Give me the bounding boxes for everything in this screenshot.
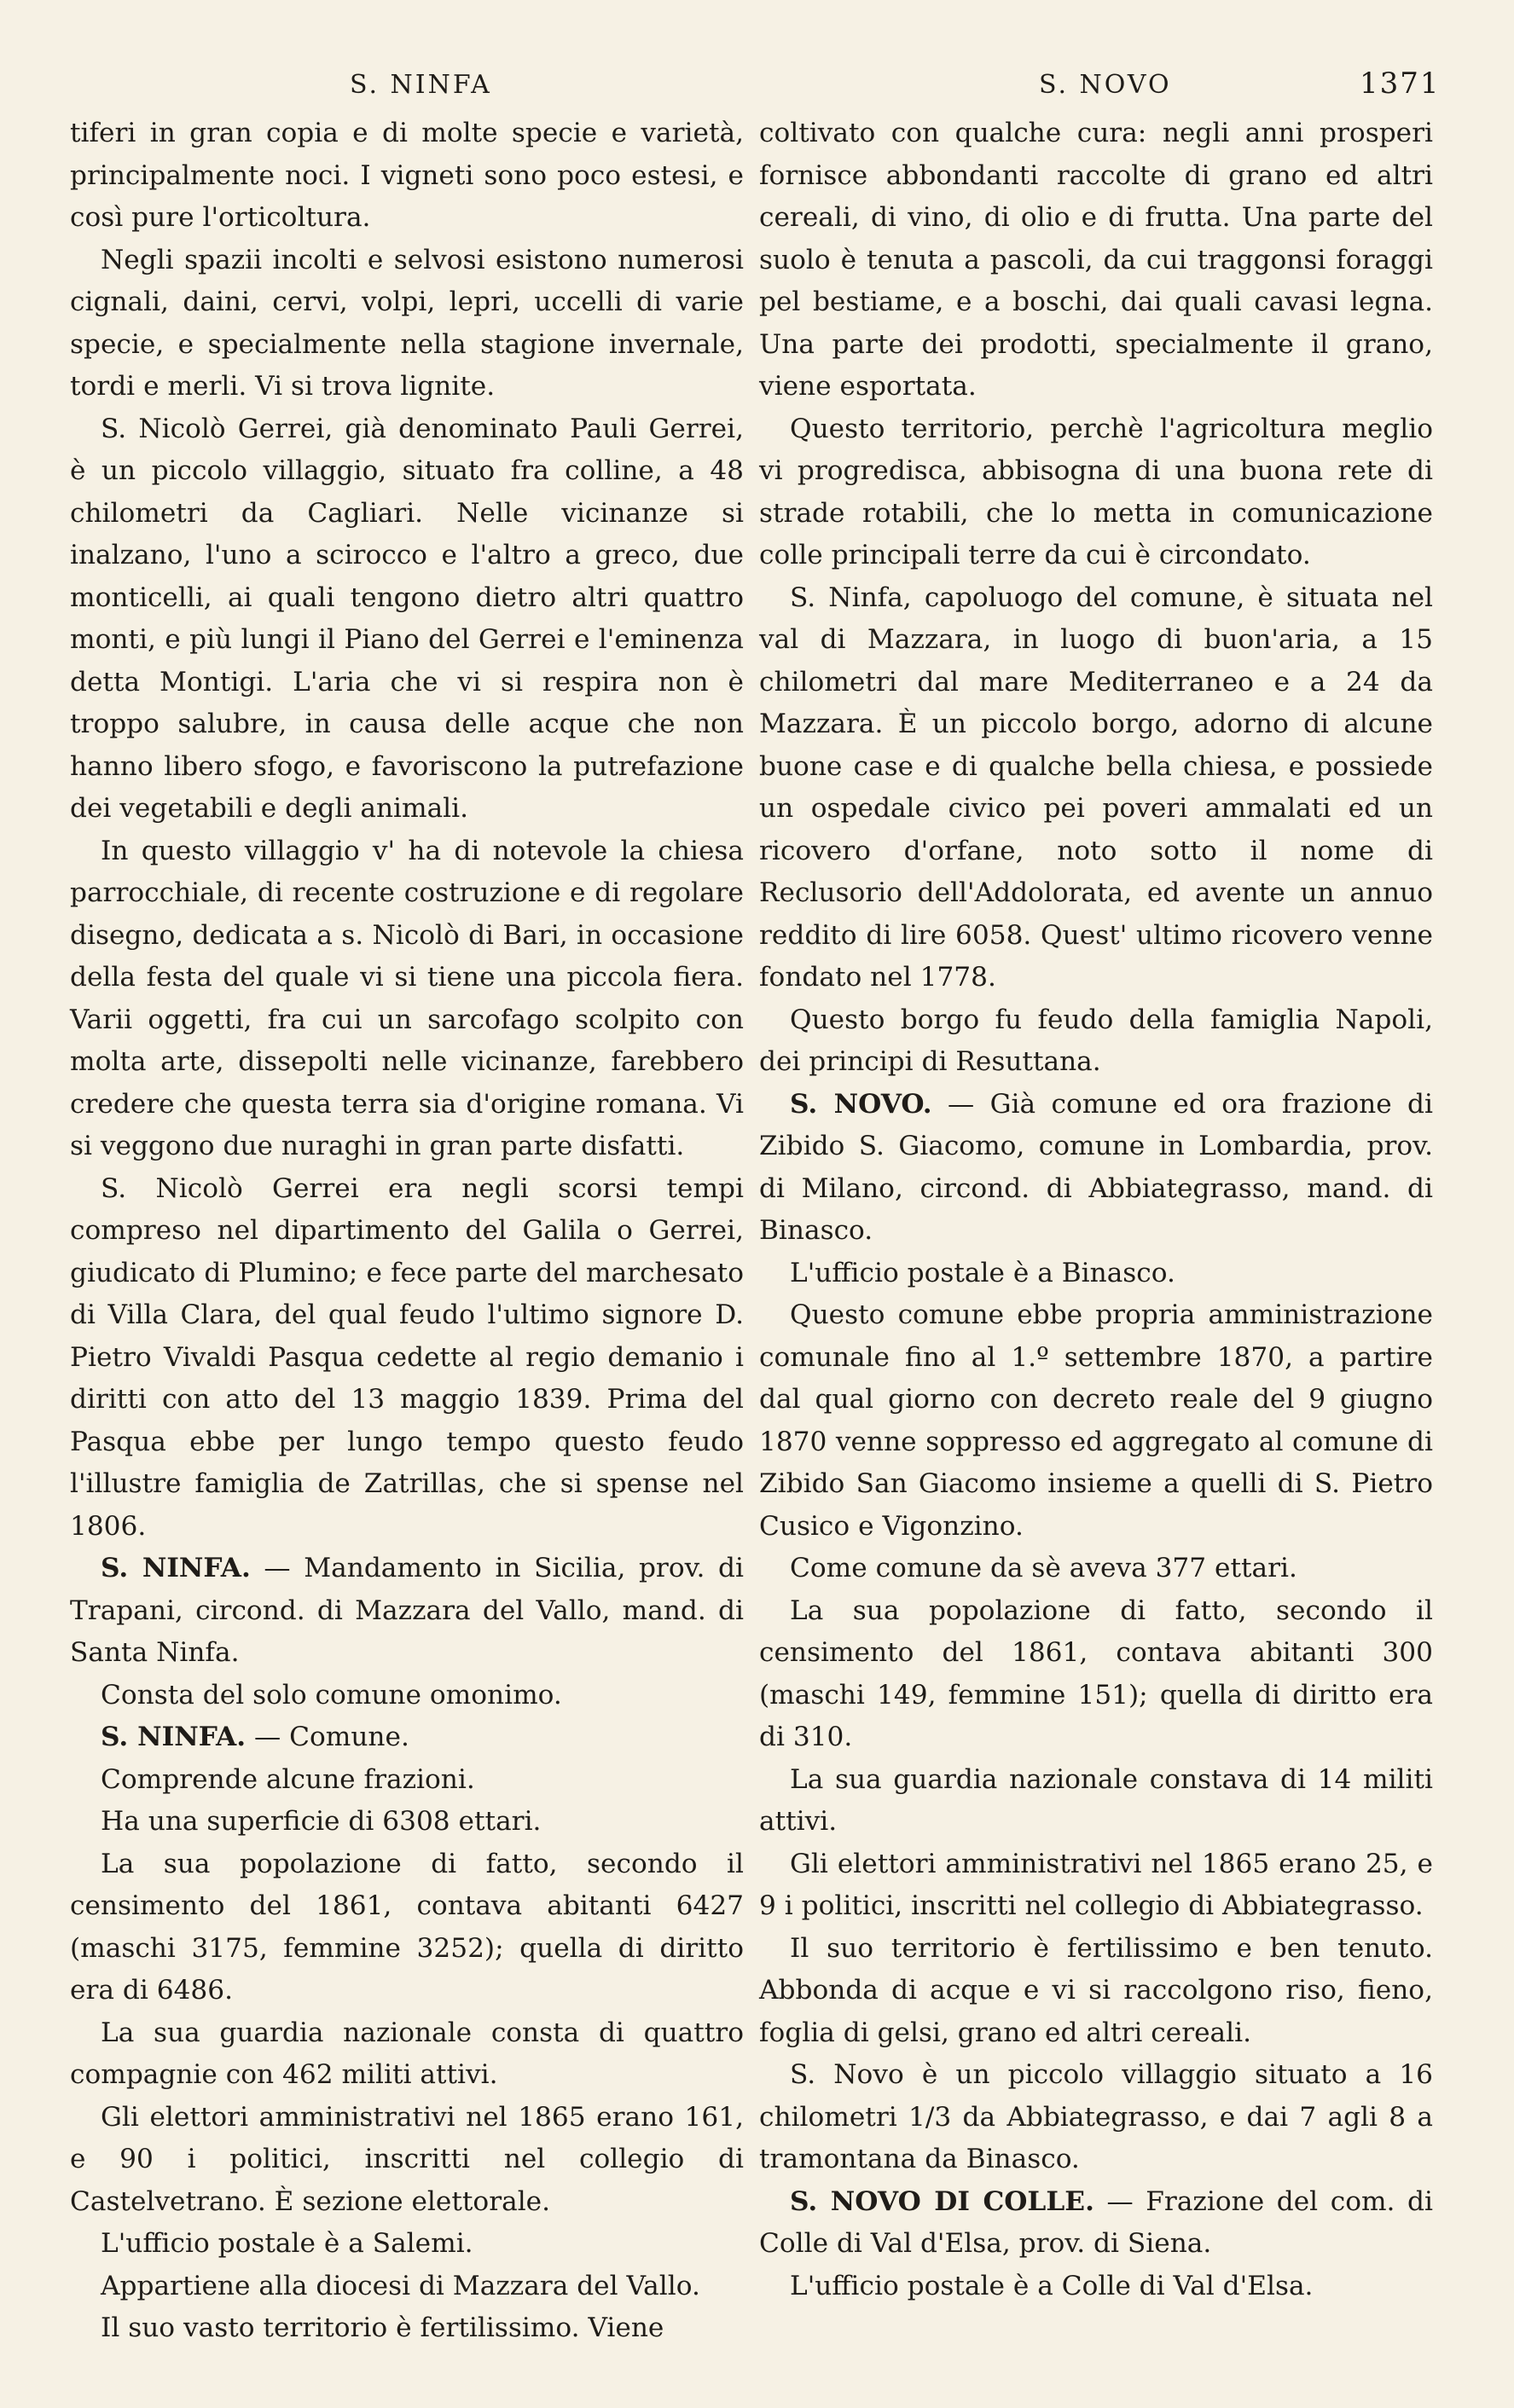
paragraph-continuation: tiferi in gran copia e di molte specie e varietà, principalmente noci. I vigneti sono poco estesi, e così pure l'orticoltura.: [70, 118, 744, 233]
paragraph: L'ufficio postale è a Colle di Val d'Elsa.: [790, 2270, 1314, 2301]
entry-title: S. NOVO.: [790, 1088, 932, 1120]
paragraph: Negli spazii incolti e selvosi esistono numerosi cignali, daini, cervi, volpi, lepri, uccelli di varie specie, e specialmente nella stagione invernale, tordi e merli. Vi si trova lignite.: [70, 244, 744, 402]
paragraph: La sua popolazione di fatto, secondo il censimento del 1861, contava abitanti 300 (maschi 149, femmine 151); quella di diritto era di 310.: [759, 1595, 1433, 1752]
paragraph-continuation: coltivato con qualche cura: negli anni prosperi fornisce abbondanti raccolte di grano ed altri cereali, di vino, di olio e di frutta. Una parte del suolo è tenuta a pascoli, da cui traggonsi foraggi pel bestiame, e a boschi, dai quali cavasi legna. Una parte dei prodotti, specialmente il grano, viene esportata.: [759, 118, 1433, 402]
paragraph: S. Novo è un piccolo villaggio situato a 16 chilometri 1/3 da Abbiategrasso, e dai 7 agli 8 a tramontana da Binasco.: [759, 2059, 1433, 2174]
paragraph: La sua popolazione di fatto, secondo il censimento del 1861, contava abitanti 6427 (maschi 3175, femmine 3252); quella di diritto era di 6486.: [70, 1848, 744, 2006]
paragraph: La sua guardia nazionale consta di quattro compagnie con 462 militi attivi.: [70, 2017, 744, 2090]
entry-text: — Comune.: [246, 1722, 409, 1752]
running-head-left: S. NINFA: [350, 70, 492, 100]
paragraph: Questo territorio, perchè l'agricoltura meglio vi progredisca, abbisogna di una buona rete di strade rotabili, che lo metta in comunicazione colle principali terre da cui è circondato.: [759, 413, 1433, 570]
paragraph: S. Nicolò Gerrei era negli scorsi tempi compreso nel dipartimento del Galila o Gerrei, giudicato di Plumino; e fece parte del marchesato di Villa Clara, del qual feudo l'ultimo signore D. Pietro Vivaldi Pasqua cedette al regio demanio i diritti con atto del 13 maggio 1839. Prima del Pasqua ebbe per lungo tempo questo feudo l'illustre famiglia de Zatrillas, che si spense nel 1806.: [70, 1172, 744, 1542]
paragraph: L'ufficio postale è a Salemi.: [101, 2228, 473, 2259]
gazetteer-entry: [70, 1716, 744, 1759]
paragraph: Gli elettori amministrativi nel 1865 erano 25, e 9 i politici, inscritti nel collegio di Abbiategrasso.: [759, 1848, 1433, 1921]
paragraph: Ha una superficie di 6308 ettari.: [101, 1806, 542, 1837]
paragraph: Comprende alcune frazioni.: [101, 1763, 475, 1795]
paragraph: L'ufficio postale è a Binasco.: [790, 1257, 1175, 1288]
paragraph: Consta del solo comune omonimo.: [101, 1679, 562, 1710]
paragraph: Appartiene alla diocesi di Mazzara del Vallo.: [101, 2270, 700, 2301]
entry-title: S. NINFA.: [101, 1553, 251, 1583]
paragraph: S. Ninfa, capoluogo del comune, è situata nel val di Mazzara, in luogo di buon'aria, a 15 chilometri dal mare Mediterraneo e a 24 da Mazzara. È un piccolo borgo, adorno di alcune buone case e di qualche bella chiesa, e possiede un ospedale civico pei poveri ammalati ed un ricovero d'orfane, noto sotto il nome di Reclusorio dell'Addolorata, ed avente un annuo reddito di lire 6058. Quest' ultimo ricovero venne fondato nel 1778.: [759, 582, 1433, 993]
entry-text: — Frazione del com. di Colle di Val d'Elsa, prov. di Siena.: [759, 2185, 1433, 2259]
page-number: 1371: [1360, 67, 1441, 101]
gazetteer-entry: [70, 1548, 744, 1675]
paragraph: In questo villaggio v' ha di notevole la chiesa parrocchiale, di recente costruzione e di regolare disegno, dedicata a s. Nicolò di Bari, in occasione della festa del quale vi si tiene una piccola fiera. Varii oggetti, fra cui un sarcofago scolpito con molta arte, dissepolti nelle vicinanze, farebbero credere che questa terra sia d'origine romana. Vi si veggono due nuraghi in gran parte disfatti.: [70, 835, 744, 1161]
paragraph: Il suo vasto territorio è fertilissimo. Viene: [101, 2312, 664, 2343]
paragraph: La sua guardia nazionale constava di 14 militi attivi.: [759, 1763, 1433, 1837]
paragraph: Il suo territorio è fertilissimo e ben tenuto. Abbonda di acque e vi si raccolgono riso, fieno, foglia di gelsi, grano ed altri cereali.: [759, 1932, 1433, 2048]
paragraph: Gli elettori amministrativi nel 1865 erano 161, e 90 i politici, inscritti nel collegio di Castelvetrano. È sezione elettorale.: [70, 2101, 744, 2217]
paragraph: Come comune da sè aveva 377 ettari.: [790, 1553, 1297, 1583]
paragraph: Questo comune ebbe propria amministrazione comunale fino al 1.º settembre 1870, a partire dal qual giorno con decreto reale del 9 giugno 1870 venne soppresso ed aggregato al comune di Zibido San Giacomo insieme a quelli di S. Pietro Cusico e Vigonzino.: [759, 1300, 1433, 1542]
gazetteer-entry: [759, 1084, 1433, 1253]
entry-text: — Già comune ed ora frazione di Zibido S. Giacomo, comune in Lombardia, prov. di Milano, circond. di Abbiategrasso, mand. di Binasco.: [759, 1088, 1434, 1246]
entry-title: S. NOVO DI COLLE.: [790, 2185, 1094, 2217]
running-head-right: S. NOVO: [1039, 70, 1172, 100]
right-column: [759, 113, 1433, 2307]
paragraph: Questo borgo fu feudo della famiglia Napoli, dei principi di Resuttana.: [759, 1004, 1433, 1077]
gazetteer-entry: [759, 2181, 1433, 2266]
paragraph: S. Nicolò Gerrei, già denominato Pauli Gerrei, è un piccolo villaggio, situato fra colline, a 48 chilometri da Cagliari. Nelle vicinanze si inalzano, l'uno a scirocco e l'altro a greco, due monticelli, ai quali tengono dietro altri quattro monti, e più lungi il Piano del Gerrei e l'eminenza detta Montigi. L'aria che vi si respira non è troppo salubre, in causa delle acque che non hanno libero sfogo, e favoriscono la putrefazione dei vegetabili e degli animali.: [70, 413, 744, 824]
entry-title: S. NINFA.: [101, 1722, 247, 1752]
left-column: [70, 113, 744, 2350]
entry-text: — Mandamento in Sicilia, prov. di Trapani, circond. di Mazzara del Vallo, mand. di Santa Ninfa.: [70, 1553, 745, 1668]
